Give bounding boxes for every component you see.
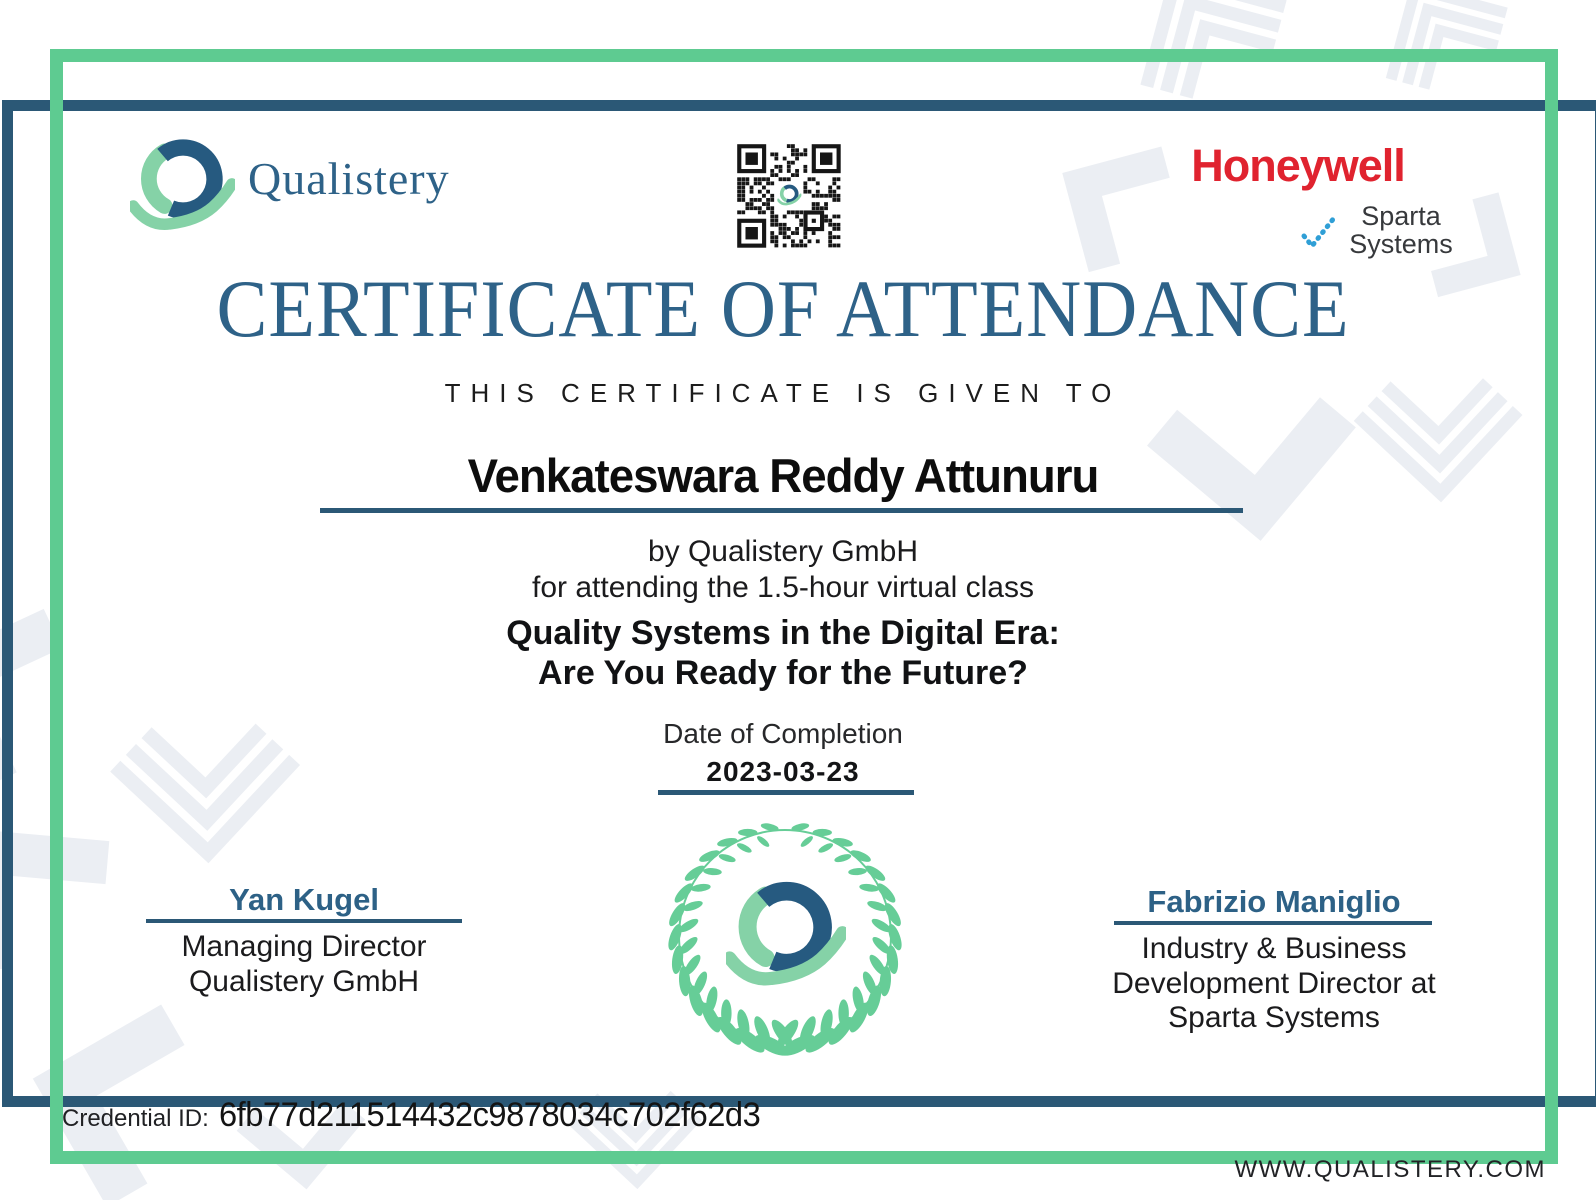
- signatory-left-title-line2: Qualistery GmbH: [188, 964, 420, 998]
- signatory-left-title: [124, 930, 484, 999]
- certificate-title: CERTIFICATE OF ATTENDANCE: [216, 263, 1350, 354]
- qualistery-q-logo: [130, 130, 235, 240]
- completion-date-label: Date of Completion: [663, 718, 903, 749]
- recipient-name: Venkateswara Reddy Attunuru: [467, 449, 1099, 502]
- signatory-left-title-line1: Managing Director: [181, 930, 427, 963]
- reason-line: for attending the 1.5-hour virtual class: [532, 571, 1034, 604]
- signatory-right-title-line1: Industry & Business: [1141, 932, 1407, 965]
- credential-id-label: Credential ID:: [62, 1105, 209, 1132]
- dotted-check-icon: [1296, 210, 1340, 254]
- issued-by-line: by Qualistery GmbH: [647, 535, 919, 568]
- sparta-line2: Systems: [1349, 229, 1453, 260]
- completion-date-value: 2023-03-23: [706, 756, 860, 787]
- credential-id-row: [62, 1096, 783, 1135]
- honeywell-logo: Honeywell: [1191, 140, 1405, 191]
- signatory-right-name: Fabrizio Maniglio: [1147, 884, 1401, 919]
- qr-code: [733, 140, 845, 252]
- course-title-line2: Are You Ready for the Future?: [538, 654, 1028, 692]
- recipient-underline: [320, 508, 1243, 513]
- signatory-left-name: Yan Kugel: [229, 882, 379, 917]
- credential-id-value: 6fb77d211514432c9878034c702f62d3: [218, 1096, 761, 1134]
- website-url: WWW.QUALISTERY.COM: [1234, 1156, 1546, 1183]
- sparta-systems-logo: [1336, 202, 1466, 259]
- wreath-q-logo: [730, 891, 843, 979]
- signatory-right-title-line2: Development Director at: [1112, 966, 1436, 1000]
- signatory-left: [124, 882, 484, 999]
- signatory-right-underline: [1114, 921, 1432, 925]
- signatory-right-title-line3: Sparta Systems: [1168, 1001, 1380, 1034]
- given-to-label: THIS CERTIFICATE IS GIVEN TO: [444, 378, 1122, 408]
- signatory-right-title: [1094, 932, 1454, 1036]
- date-underline: [658, 790, 914, 795]
- qualistery-wordmark: Qualistery: [248, 153, 450, 204]
- sparta-line1: Sparta: [1361, 201, 1441, 231]
- signatory-right: [1094, 884, 1454, 1036]
- signatory-left-underline: [146, 919, 462, 923]
- course-title-line1: Quality Systems in the Digital Era:: [506, 614, 1060, 652]
- laurel-wreath-seal: [650, 802, 920, 1070]
